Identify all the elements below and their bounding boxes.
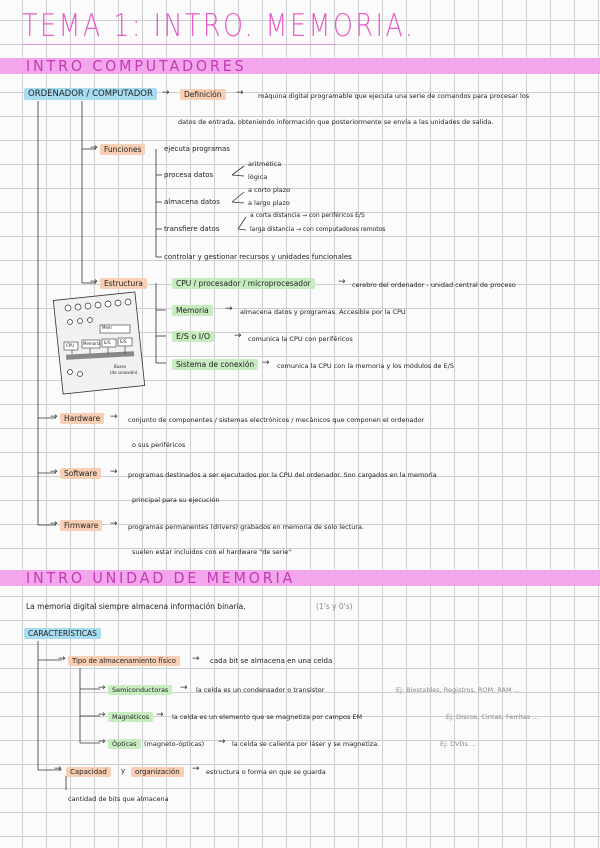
arrow-icon: → — [236, 88, 244, 98]
definicion-line2: datos de entrada, obteniendo información que posteriormente se envía a las unidades de salida. — [178, 118, 494, 126]
section1-heading: INTRO COMPUTADORES — [26, 57, 247, 75]
tipo-semiconductoras-ej: Ej: Biestables, Registros, ROM, RAM ... — [396, 686, 520, 694]
estructura-es-label: E/S o I/O — [172, 331, 214, 342]
memoria-intro-note: (1's y 0's) — [316, 602, 353, 611]
arrow-icon: → — [98, 683, 106, 693]
section2-heading: INTRO UNIDAD DE MEMORIA — [26, 569, 296, 587]
definicion-line1: máquina digital programable que ejecuta una serie de comandos para procesar los — [258, 92, 530, 100]
caracteristicas-label: CARACTERÍSTICAS — [24, 628, 101, 639]
hardware-line1: conjunto de componentes / sistemas electrónicos / mecánicos que componen el ordenador — [128, 416, 425, 424]
almacena-sub-largo: a largo plazo — [248, 199, 290, 207]
software-line1: programas destinados a ser ejecutados por la CPU del ordenador. Son cargados en la memoria — [128, 471, 437, 479]
tipo-label: Tipo de almacenamiento físico — [68, 656, 180, 666]
estructura-cpu-desc: cerebro del ordenador - unidad central de proceso — [352, 281, 516, 289]
hardware-line2: o sus periféricos — [132, 441, 186, 449]
arrow-icon: → — [192, 654, 200, 664]
hardware-label: Hardware — [60, 413, 104, 424]
estructura-conexion-desc: comunica la CPU con la memoria y los módulos de E/S — [277, 362, 454, 370]
arrow-icon: → — [338, 277, 346, 287]
tipo-magneticos-label: Magnéticos — [108, 712, 153, 722]
arrow-icon: → — [262, 358, 270, 368]
estructura-memoria-desc: almacena datos y programas. Accesible por la CPU — [240, 308, 406, 316]
diagram-label-buses: Buses — [114, 364, 126, 369]
page-title: TEMA 1: INTRO. MEMORIA. — [22, 8, 416, 44]
organizacion-label: organización — [131, 767, 184, 777]
firmware-line2: suelen estar incluidos con el hardware "de serie" — [132, 548, 292, 556]
funciones-item-ejecuta: ejecuta programas — [164, 145, 230, 153]
tipo-opticas-suffix: (magneto-ópticas) — [144, 740, 205, 748]
arrow-icon: → — [50, 519, 58, 529]
arrow-icon: → — [110, 519, 118, 529]
arrow-icon: → — [156, 710, 164, 720]
funciones-item-transfiere: transfiere datos — [164, 225, 220, 233]
funciones-item-almacena: almacena datos — [164, 198, 220, 206]
arrow-icon: → — [54, 764, 62, 774]
diagram-label-cpu: CPU — [66, 343, 75, 348]
arrow-icon: → — [58, 654, 66, 664]
capacidad-desc: estructura o forma en que se guarda — [206, 768, 326, 776]
diagram-label-es2: E/S — [120, 339, 127, 344]
software-line2: principal para su ejecución — [132, 496, 220, 504]
estructura-memoria-label: Memoria — [172, 305, 213, 316]
arrow-icon: → — [225, 304, 233, 314]
arrow-icon: → — [192, 764, 200, 774]
arrow-icon: → — [218, 737, 226, 747]
estructura-es-desc: comunica la CPU con periféricos — [248, 335, 353, 343]
memoria-intro: La memoria digital siempre almacena información binaria. — [26, 602, 246, 611]
tipo-opticas-desc: la celda se calienta por láser y se magnetiza. — [232, 740, 380, 748]
diagram-label-es1: E/S — [104, 340, 111, 345]
arrow-icon: → — [180, 683, 188, 693]
arrow-icon: → — [50, 412, 58, 422]
estructura-conexion-label: Sistema de conexión — [172, 359, 258, 370]
diagram-label-mem: Mem — [102, 325, 112, 330]
funciones-item-controlar: controlar y gestionar recursos y unidades funcionales — [164, 253, 352, 261]
tipo-magneticos-ej: Ej: Discos, Cintas, Ferritas ... — [446, 713, 539, 721]
arrow-icon: → — [110, 412, 118, 422]
tipo-semiconductoras-desc: la celda es un condensador o transistor — [196, 686, 325, 694]
arrow-icon: → — [50, 467, 58, 477]
firmware-line1: programas permanentes (drivers) grabados en memoria de solo lectura. — [128, 523, 365, 531]
tipo-opticas-ej: Ej: DVDs ... — [440, 740, 477, 748]
arrow-icon: → — [110, 467, 118, 477]
funciones-item-procesa: procesa datos — [164, 171, 214, 179]
transfiere-sub-larga: larga distancia → con computadores remotos — [250, 226, 386, 233]
tipo-opticas-label: Ópticas — [108, 739, 141, 749]
definicion-label: Definición — [180, 89, 226, 100]
tipo-magneticos-desc: la celda es un elemento que se magnetiza por campos EM — [172, 713, 363, 721]
software-label: Software — [60, 468, 101, 479]
almacena-sub-corto: a corto plazo — [248, 186, 291, 194]
capacidad-label: Capacidad — [66, 767, 111, 777]
capacidad-conj: y — [121, 767, 126, 775]
diagram-label-conexion: (de conexión) — [110, 370, 138, 375]
tipo-desc: cada bit se almacena en una celda — [210, 657, 333, 665]
estructura-label: Estructura — [100, 278, 147, 289]
diagram-label-memoria: Memoria — [83, 341, 101, 346]
root-node: ORDENADOR / COMPUTADOR — [24, 88, 157, 100]
funciones-label: Funciones — [100, 144, 145, 155]
capacidad-sub: cantidad de bits que almacena — [68, 795, 169, 803]
arrow-icon: → — [98, 710, 106, 720]
firmware-label: Firmware — [60, 520, 102, 531]
arrow-icon: → — [162, 88, 170, 98]
estructura-cpu-label: CPU / procesador / microprocesador — [172, 278, 315, 289]
transfiere-sub-corta: a corta distancia → con periféricos E/S — [250, 212, 365, 219]
arrow-icon: → — [98, 737, 106, 747]
tipo-semiconductoras-label: Semiconductoras — [108, 685, 172, 695]
procesa-sub-aritmetica: aritmética — [248, 160, 282, 168]
arrow-icon: → — [90, 277, 98, 287]
procesa-sub-logica: lógica — [248, 173, 268, 181]
arrow-icon: → — [90, 143, 98, 153]
arrow-icon: → — [234, 331, 242, 341]
